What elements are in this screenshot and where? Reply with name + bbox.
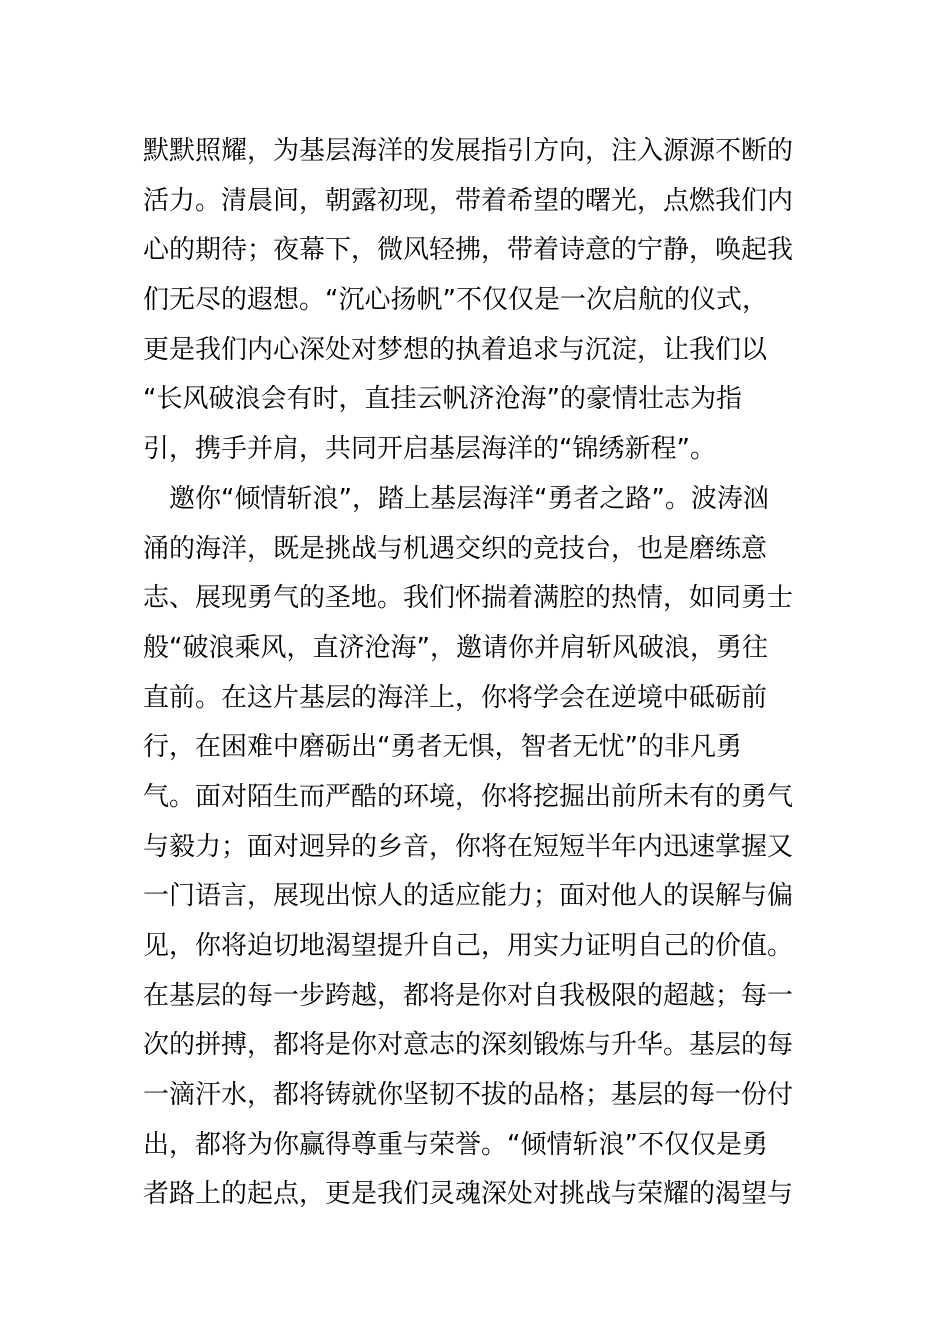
body-text [143, 127, 815, 1220]
text-line: 般“破浪乘风，直济沧海”，邀请你并肩斩风破浪，勇往 [143, 632, 768, 663]
text-line: 心的期待；夜幕下，微风轻拂，带着诗意的宁静，唤起我 [143, 235, 794, 266]
text-line: 更是我们内心深处对梦想的执着追求与沉淀，让我们以 [143, 334, 768, 365]
text-line: 涌的海洋，既是挑战与机遇交织的竞技台，也是磨练意 [143, 533, 768, 564]
text-line: 们无尽的遐想。“沉心扬帆”不仅仅是一次启航的仪式， [143, 285, 768, 316]
text-line: 引，携手并肩，共同开启基层海洋的“锦绣新程”。 [143, 434, 716, 465]
text-line: 在基层的每一步跨越，都将是你对自我极限的超越；每一 [143, 980, 794, 1011]
text-line: 次的拼搏，都将是你对意志的深刻锻炼与升华。基层的每 [143, 1030, 794, 1061]
text-line: 直前。在这片基层的海洋上，你将学会在逆境中砥砺前 [143, 682, 768, 713]
text-line: 行，在困难中磨砺出“勇者无惧，智者无忧”的非凡勇 [143, 732, 742, 763]
text-line: 见，你将迫切地渴望提升自己，用实力证明自己的价值。 [143, 931, 794, 961]
text-line: 出，都将为你赢得尊重与荣誉。“倾情斩浪”不仅仅是勇 [143, 1129, 768, 1160]
text-line: 志、展现勇气的圣地。我们怀揣着满腔的热情，如同勇士 [143, 583, 794, 614]
text-line: 默默照耀，为基层海洋的发展指引方向，注入源源不断的 [143, 136, 794, 166]
text-line: “长风破浪会有时，直挂云帆济沧海”的豪情壮志为指 [143, 384, 742, 415]
text-line: 与毅力；面对迥异的乡音，你将在短短半年内迅速掌握又 [143, 831, 794, 862]
paragraph-start-line: 邀你“倾情斩浪”，踏上基层海洋“勇者之路”。波涛汹 [169, 483, 769, 514]
text-line: 一门语言，展现出惊人的适应能力；面对他人的误解与偏 [143, 881, 794, 912]
text-line: 活力。清晨间，朝露初现，带着希望的曙光，点燃我们内 [143, 185, 794, 216]
text-line: 气。面对陌生而严酷的环境，你将挖掘出前所未有的勇气 [143, 781, 794, 812]
text-line: 一滴汗水，都将铸就你坚韧不拔的品格；基层的每一份付 [143, 1080, 794, 1111]
text-line: 者路上的起点，更是我们灵魂深处对挑战与荣耀的渴望与 [143, 1179, 794, 1210]
